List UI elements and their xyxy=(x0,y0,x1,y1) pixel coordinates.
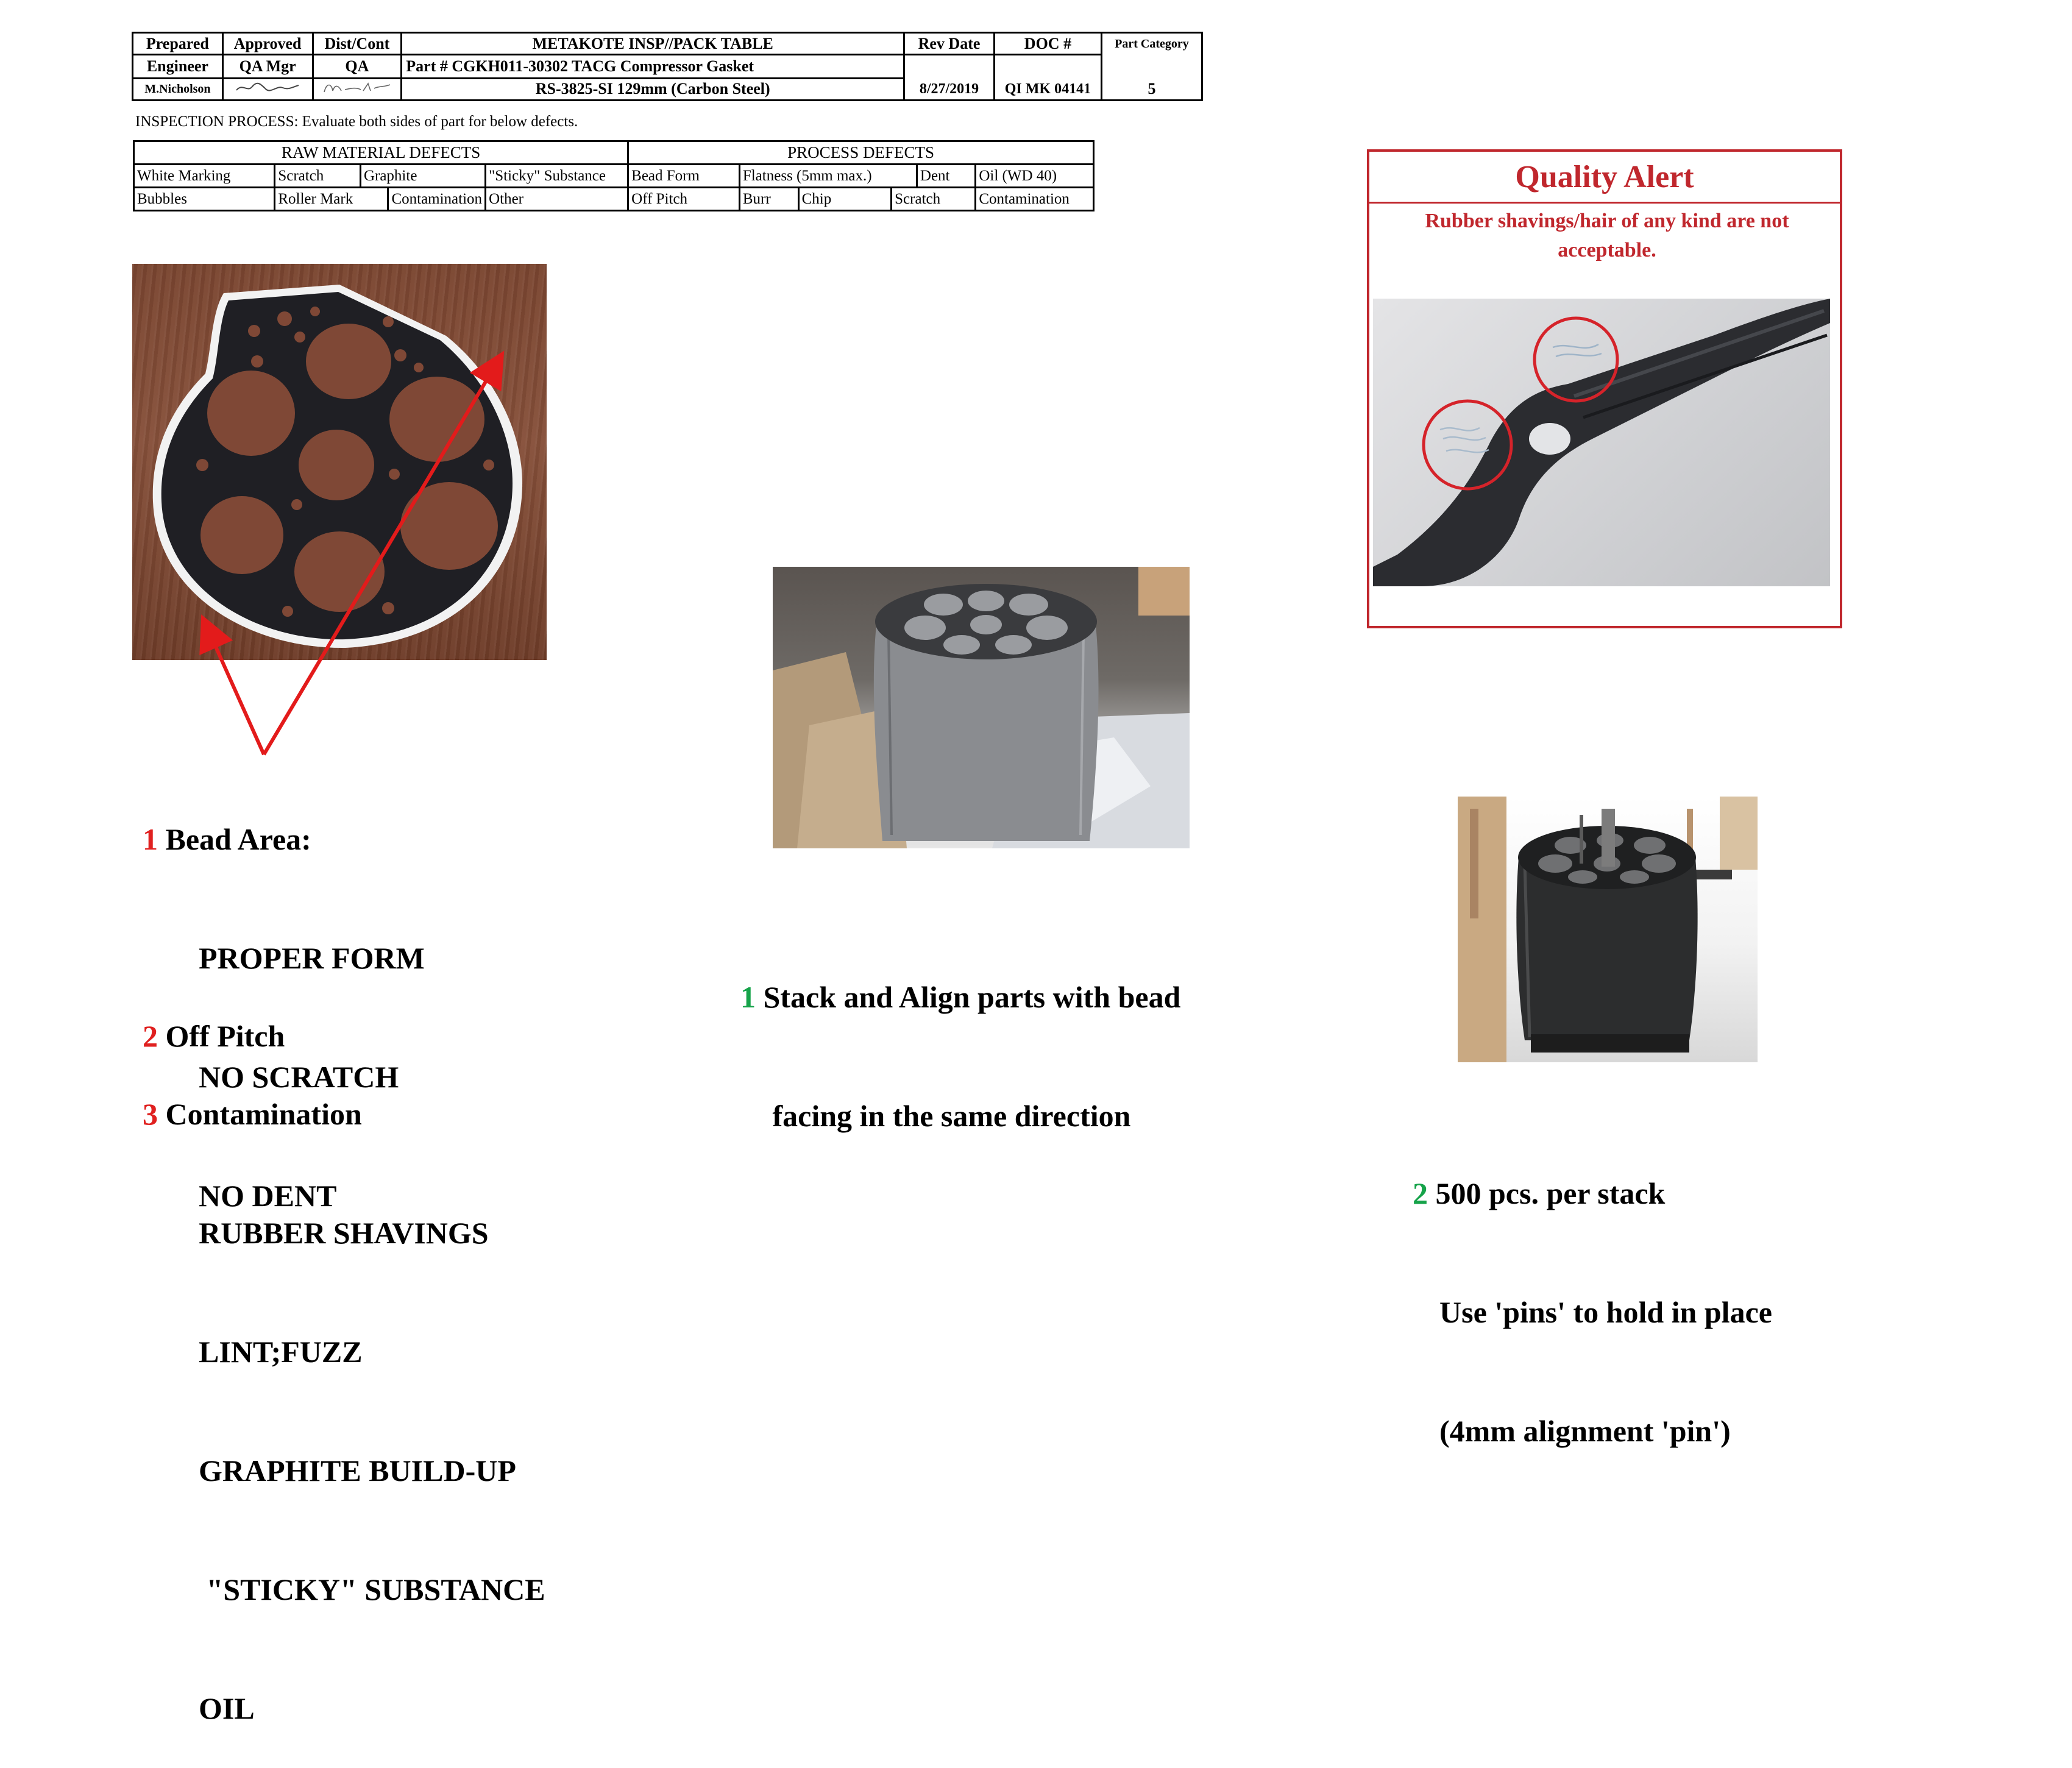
defect-cell: Graphite xyxy=(360,165,485,188)
item-number: 1 xyxy=(740,980,756,1014)
item-detail: RUBBER SHAVINGS xyxy=(199,1216,489,1250)
defect-cell: Bubbles xyxy=(134,188,275,211)
stacked-parts-photo xyxy=(773,567,1190,848)
inspection-item-3 xyxy=(143,1015,545,1768)
item-title: Contamination xyxy=(165,1097,362,1131)
header-prepared: Prepared xyxy=(133,33,223,55)
pack-line: facing in the same direction xyxy=(765,1099,1131,1133)
header-qa-mgr: QA Mgr xyxy=(222,55,313,78)
header-part-category: 5 xyxy=(1101,78,1202,100)
defect-cell: Scratch xyxy=(892,188,976,211)
item-number: 2 xyxy=(1413,1176,1428,1210)
pack-line: Stack and Align parts with bead xyxy=(763,980,1181,1014)
defect-cell: Oil (WD 40) xyxy=(976,165,1094,188)
defect-cell: Chip xyxy=(798,188,892,211)
item-detail: "STICKY" SUBSTANCE xyxy=(199,1572,545,1606)
item-number: 2 xyxy=(143,1019,158,1053)
item-detail: GRAPHITE BUILD-UP xyxy=(199,1454,516,1488)
raw-material-defects-heading: RAW MATERIAL DEFECTS xyxy=(134,141,628,165)
defect-cell: Off Pitch xyxy=(628,188,740,211)
pack-line: 500 pcs. per stack xyxy=(1435,1176,1666,1210)
header-rev-date: 8/27/2019 xyxy=(904,78,995,100)
pack-line: (4mm alignment 'pin') xyxy=(1439,1414,1731,1448)
defect-cell: Bead Form xyxy=(628,165,740,188)
header-approved: Approved xyxy=(222,33,313,55)
defect-cell: Contamination xyxy=(976,188,1094,211)
item-detail: NO DENT xyxy=(199,1179,337,1213)
header-rev-date-label: Rev Date xyxy=(904,33,995,55)
defect-cell: Burr xyxy=(739,188,798,211)
defect-cell: White Marking xyxy=(134,165,275,188)
item-detail: LINT;FUZZ xyxy=(199,1335,363,1369)
quality-alert-message: Rubber shavings/hair of any kind are not acceptable. xyxy=(1425,210,1789,261)
pack-item-1 xyxy=(740,898,1180,1176)
rubber-shavings-photo xyxy=(1373,299,1830,586)
defect-cell: Other xyxy=(486,188,628,211)
defect-cell: Scratch xyxy=(275,165,361,188)
header-doc-label: DOC # xyxy=(994,33,1101,55)
header-part-description: RS-3825-SI 129mm (Carbon Steel) xyxy=(402,78,904,100)
pack-item-2 xyxy=(1413,1095,1772,1491)
inspection-process-note: INSPECTION PROCESS: Evaluate both sides of part for below defects. xyxy=(135,113,578,130)
header-title: METAKOTE INSP//PACK TABLE xyxy=(402,33,904,55)
item-detail: PROPER FORM xyxy=(199,941,425,975)
header-prepared-name: M.Nicholson xyxy=(133,78,223,100)
defect-cell: Dent xyxy=(917,165,975,188)
header-engineer: Engineer xyxy=(133,55,223,78)
header-qa: QA xyxy=(313,55,402,78)
defect-cell: "Sticky" Substance xyxy=(486,165,628,188)
item-detail: OIL xyxy=(199,1691,255,1725)
header-doc-number: QI MK 04141 xyxy=(994,78,1101,100)
item-detail: NO SCRATCH xyxy=(199,1060,399,1094)
defect-cell: Flatness (5mm max.) xyxy=(739,165,917,188)
pinned-stack-photo xyxy=(1458,797,1758,1062)
quality-alert-title: Quality Alert xyxy=(1515,160,1694,194)
item-number: 1 xyxy=(143,822,158,856)
pack-line: Use 'pins' to hold in place xyxy=(1439,1295,1772,1329)
header-dist-cont: Dist/Cont xyxy=(313,33,402,55)
defect-cell: Roller Mark xyxy=(275,188,388,211)
header-part-category-label: Part Category xyxy=(1101,33,1202,55)
process-defects-heading: PROCESS DEFECTS xyxy=(628,141,1094,165)
item-title: Off Pitch xyxy=(165,1019,285,1053)
item-title: Bead Area: xyxy=(165,822,311,856)
defect-cell: Contamination xyxy=(388,188,486,211)
item-number: 3 xyxy=(143,1097,158,1131)
header-part-number: Part # CGKH011-30302 TACG Compressor Gasket xyxy=(402,55,904,78)
